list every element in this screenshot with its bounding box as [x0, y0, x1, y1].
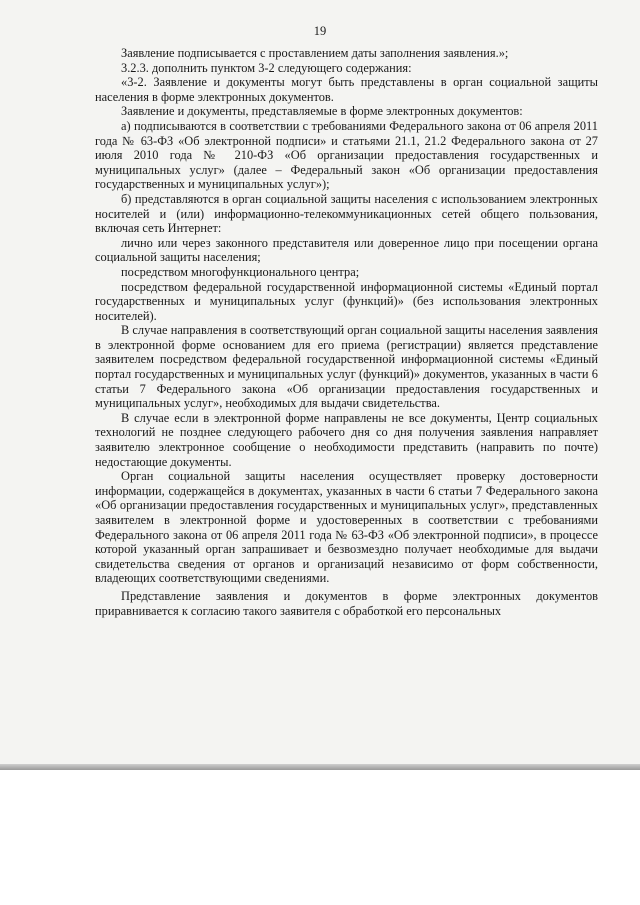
paragraph: В случае если в электронной форме направлены не все документы, Центр социальных технологий не позднее следующего рабочего дня со дня получения заявления направляет заявителю электронное сообщение о необходимости представить (направить по почте) недостающие документы.	[95, 410, 598, 469]
paragraph: а) подписываются в соответствии с требованиями Федерального закона от 06 апреля 2011 года № 63-ФЗ «Об электронной подписи» и статьями 21.1, 21.2 Федерального закона от 27 июля 2010 года № 210-ФЗ «Об организации предоставления государственных и муниципальных услуг» (далее – Федеральный закон «Об организации предоставления государственных и муниципальных услуг»);	[95, 118, 598, 192]
paragraph: Заявление и документы, представляемые в форме электронных документов:	[121, 104, 523, 119]
paragraph: лично или через законного представителя или доверенное лицо при посещении органа социальной защиты населения;	[95, 235, 598, 265]
paragraph: Представление заявления и документов в форме электронных документов приравнивается к согласию такого заявителя с обработкой его персональных	[95, 588, 598, 618]
paragraph: В случае направления в соответствующий орган социальной защиты населения заявления в электронной форме основанием для его приема (регистрации) является представление заявителем посредством федеральной государственной информационной системы «Единый портал государственных и муниципальных услуг (функций)» документов, указанных в части 6 статьи 7 Федерального закона «Об организации предоставления государственных и муниципальных услуг», необходимых для выдачи свидетельства.	[95, 323, 598, 411]
document-body	[95, 46, 598, 618]
paragraph: Орган социальной защиты населения осуществляет проверку достоверности информации, содержащейся в документах, указанных в части 6 статьи 7 Федерального закона «Об организации предоставления государственных и муниципальных услуг», представленных заявителем в электронной форме и удостоверенных в соответствии с требованиями Федерального закона от 06 апреля 2011 года № 63-ФЗ «Об электронной подписи», в процессе которой указанный орган запрашивает и безвозмездно получает необходимые для выдачи свидетельства сведения от органов и организаций независимо от форм собственности, владеющих соответствующими сведениями.	[95, 469, 598, 586]
paragraph: 3.2.3. дополнить пунктом 3-2 следующего содержания:	[121, 60, 412, 75]
paragraph: б) представляются в орган социальной защиты населения с использованием электронных носителей и (или) информационно-телекоммуникационных сетей общего пользования, включая сеть Интернет:	[95, 191, 598, 236]
paragraph: посредством многофункционального центра;	[121, 264, 360, 279]
paragraph: «3-2. Заявление и документы могут быть представлены в орган социальной защиты населения в форме электронных документов.	[95, 75, 598, 104]
page-number: 19	[313, 24, 327, 38]
blank-area	[0, 770, 640, 905]
paragraph: посредством федеральной государственной информационной системы «Единый портал государственных и муниципальных услуг (функций)» (без использования электронных носителей).	[95, 279, 598, 323]
paragraph: Заявление подписывается с проставлением даты заполнения заявления.»;	[121, 46, 509, 60]
